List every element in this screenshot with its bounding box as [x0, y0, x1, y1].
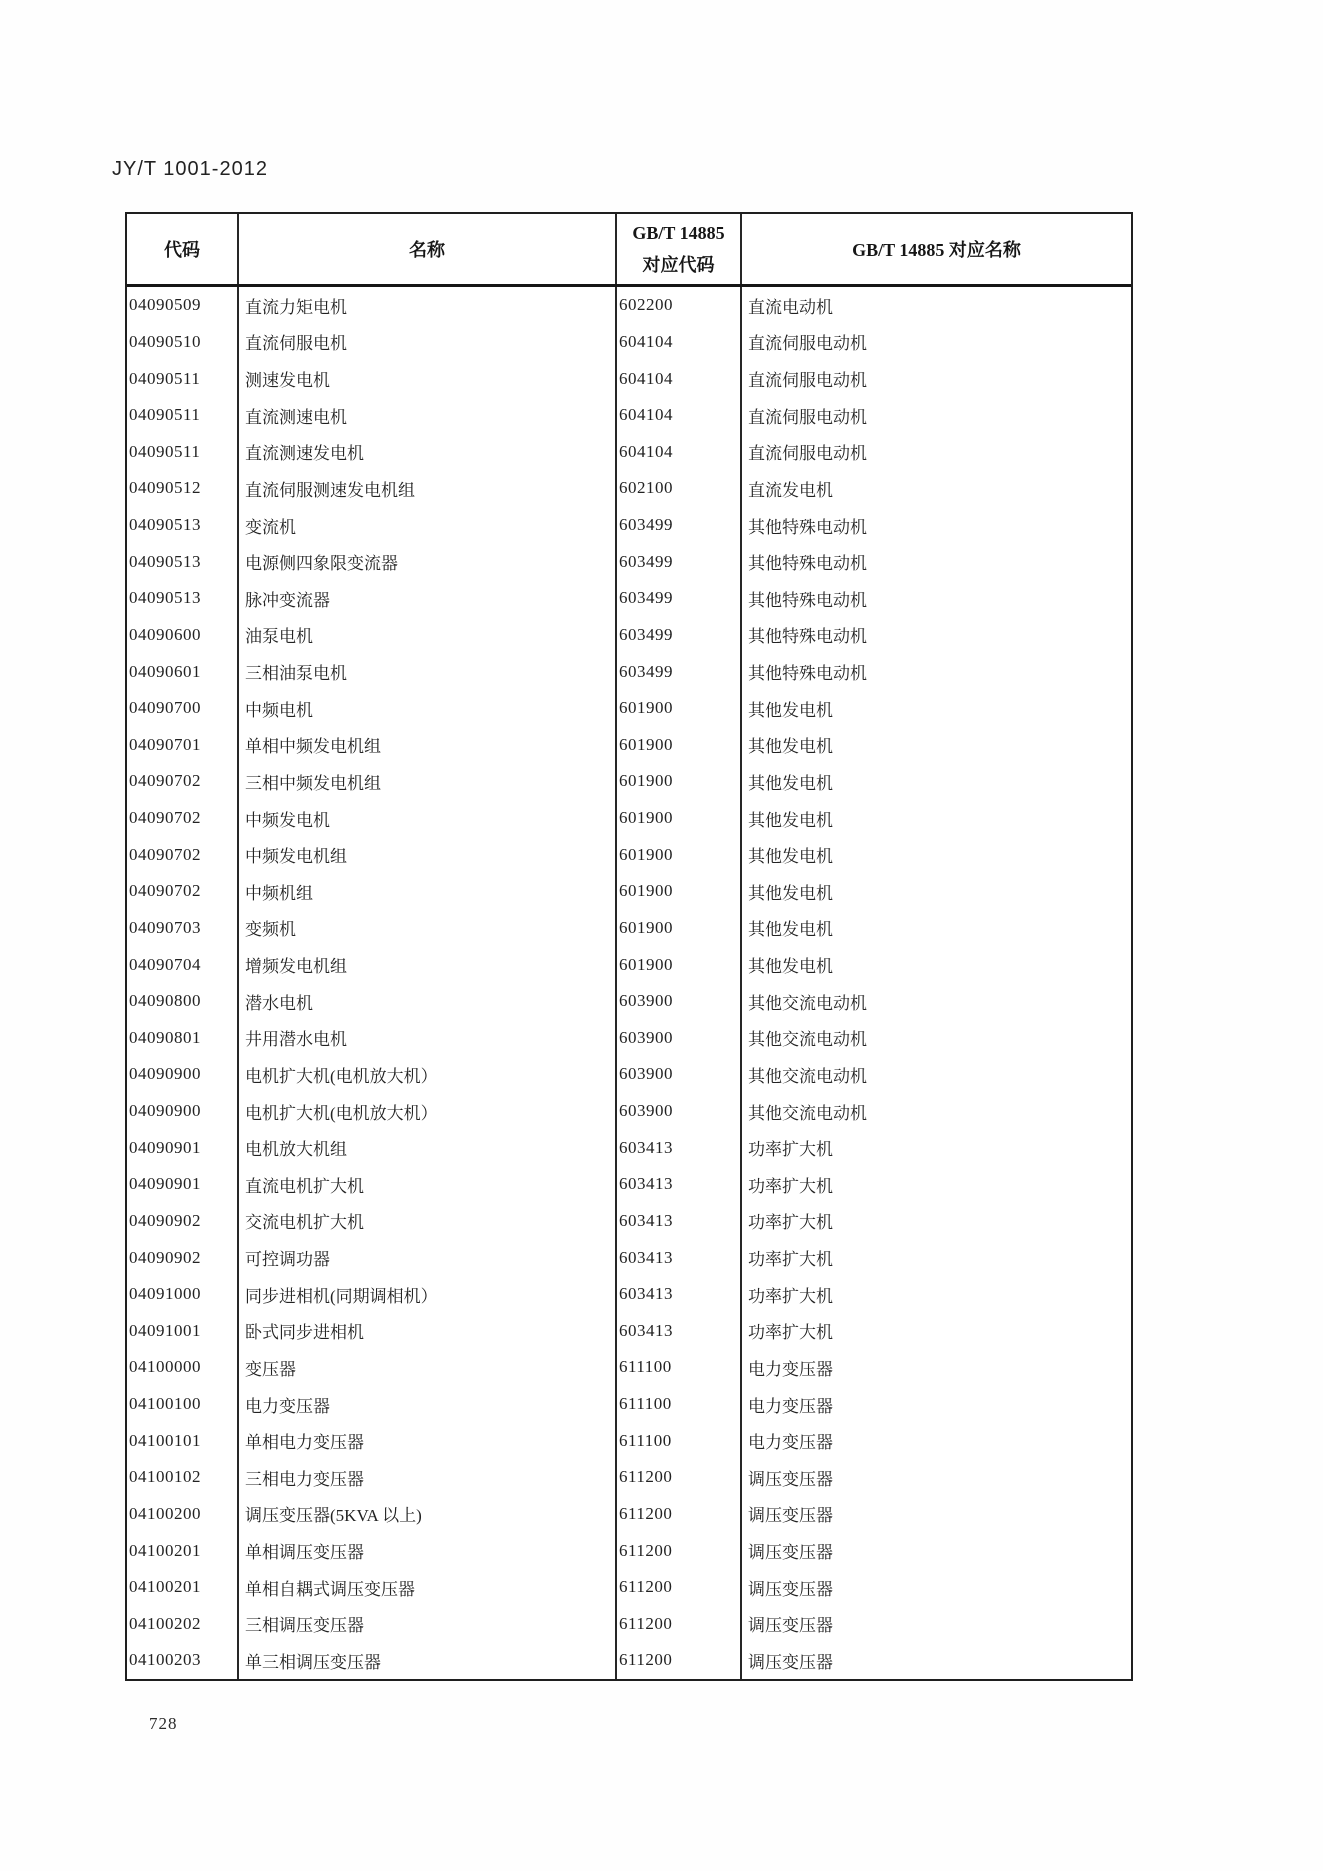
cell-gbt-name: 调压变压器: [740, 1606, 1131, 1643]
table-row: [127, 580, 1131, 617]
cell-code: 04090511: [129, 405, 201, 425]
cell-name: 三相调压变压器: [237, 1606, 615, 1643]
header-name: 名称: [237, 214, 615, 284]
cell-code: 04090700: [129, 698, 201, 718]
cell-name: 直流伺服测速发电机组: [237, 470, 615, 507]
cell-name: 单相中频发电机组: [237, 727, 615, 764]
table-row: [127, 1166, 1131, 1203]
cell-name: 三相中频发电机组: [237, 763, 615, 800]
cell-name: 中频发电机组: [237, 836, 615, 873]
table-row: [127, 1313, 1131, 1350]
table-row: [127, 1532, 1131, 1569]
table-row: [127, 1093, 1131, 1130]
table-row: [127, 1349, 1131, 1386]
cell-gbt-name: 直流伺服电动机: [740, 397, 1131, 434]
cell-name: 潜水电机: [237, 983, 615, 1020]
header-gbt-name: GB/T 14885 对应名称: [740, 214, 1131, 284]
cell-code: 04100201: [129, 1540, 201, 1560]
cell-gbt-name: 其他发电机: [740, 800, 1131, 837]
cell-gbt-code: 601900: [615, 946, 740, 983]
cell-name: 同步进相机(同期调相机）: [237, 1276, 615, 1313]
table-row: [127, 836, 1131, 873]
cell-code: 04100203: [129, 1650, 201, 1670]
table-row: [127, 1606, 1131, 1643]
table-row: [127, 287, 1131, 324]
cell-code: 04090513: [129, 515, 201, 535]
cell-code: 04100102: [129, 1467, 201, 1487]
cell-code: 04090510: [129, 331, 201, 351]
cell-gbt-code: 603413: [615, 1239, 740, 1276]
cell-name: 电源侧四象限变流器: [237, 543, 615, 580]
cell-gbt-name: 直流发电机: [740, 470, 1131, 507]
table-header-row: [127, 214, 1131, 287]
cell-code: 04100202: [129, 1613, 201, 1633]
table-body: [127, 287, 1131, 1679]
cell-gbt-code: 603900: [615, 1020, 740, 1057]
cell-code: 04090600: [129, 624, 201, 644]
cell-gbt-name: 其他交流电动机: [740, 1093, 1131, 1130]
cell-gbt-code: 611200: [615, 1606, 740, 1643]
table-row: [127, 1496, 1131, 1533]
cell-gbt-code: 601900: [615, 873, 740, 910]
cell-gbt-name: 直流伺服电动机: [740, 434, 1131, 471]
cell-name: 直流电机扩大机: [237, 1166, 615, 1203]
cell-code: 04100100: [129, 1394, 201, 1414]
cell-gbt-name: 其他交流电动机: [740, 1056, 1131, 1093]
cell-code: 04090703: [129, 917, 201, 937]
table-row: [127, 690, 1131, 727]
cell-gbt-name: 电力变压器: [740, 1422, 1131, 1459]
cell-code: 04090702: [129, 844, 201, 864]
cell-code: 04090702: [129, 771, 201, 791]
cell-gbt-code: 603900: [615, 1093, 740, 1130]
cell-code: 04090702: [129, 808, 201, 828]
table-row: [127, 360, 1131, 397]
cell-gbt-name: 其他发电机: [740, 910, 1131, 947]
cell-gbt-code: 601900: [615, 763, 740, 800]
cell-gbt-name: 调压变压器: [740, 1532, 1131, 1569]
table-row: [127, 763, 1131, 800]
cell-name: 单相自耦式调压变压器: [237, 1569, 615, 1606]
cell-name: 脉冲变流器: [237, 580, 615, 617]
cell-name: 单相电力变压器: [237, 1422, 615, 1459]
cell-gbt-code: 603413: [615, 1313, 740, 1350]
cell-gbt-code: 603413: [615, 1203, 740, 1240]
cell-gbt-code: 603499: [615, 653, 740, 690]
cell-code: 04090511: [129, 441, 201, 461]
cell-gbt-code: 601900: [615, 910, 740, 947]
header-gbt-code-line1: GB/T 14885: [632, 223, 725, 243]
cell-name: 可控调功器: [237, 1239, 615, 1276]
cell-name: 电机放大机组: [237, 1129, 615, 1166]
table-row: [127, 873, 1131, 910]
cell-code: 04090701: [129, 734, 201, 754]
cell-name: 测速发电机: [237, 360, 615, 397]
table-row: [127, 1056, 1131, 1093]
table-row: [127, 1422, 1131, 1459]
cell-gbt-code: 611200: [615, 1569, 740, 1606]
cell-gbt-code: 601900: [615, 727, 740, 764]
cell-gbt-code: 611100: [615, 1386, 740, 1423]
cell-gbt-code: 604104: [615, 324, 740, 361]
cell-code: 04090900: [129, 1101, 201, 1121]
cell-name: 电机扩大机(电机放大机）: [237, 1056, 615, 1093]
cell-code: 04090513: [129, 551, 201, 571]
cell-code: 04090902: [129, 1247, 201, 1267]
cell-gbt-name: 电力变压器: [740, 1386, 1131, 1423]
cell-gbt-code: 603499: [615, 507, 740, 544]
cell-gbt-code: 611200: [615, 1459, 740, 1496]
table-row: [127, 543, 1131, 580]
cell-name: 电力变压器: [237, 1386, 615, 1423]
table-row: [127, 910, 1131, 947]
cell-code: 04100200: [129, 1503, 201, 1523]
cell-gbt-name: 其他特殊电动机: [740, 507, 1131, 544]
table-row: [127, 727, 1131, 764]
cell-gbt-name: 功率扩大机: [740, 1203, 1131, 1240]
cell-gbt-name: 其他特殊电动机: [740, 543, 1131, 580]
table-row: [127, 1569, 1131, 1606]
cell-code: 04090509: [129, 295, 201, 315]
cell-code: 04090513: [129, 588, 201, 608]
cell-gbt-name: 调压变压器: [740, 1642, 1131, 1679]
cell-name: 变压器: [237, 1349, 615, 1386]
cell-gbt-code: 603900: [615, 983, 740, 1020]
cell-gbt-code: 601900: [615, 800, 740, 837]
code-mapping-table: [125, 212, 1133, 1681]
cell-gbt-name: 直流伺服电动机: [740, 360, 1131, 397]
cell-gbt-code: 604104: [615, 360, 740, 397]
cell-gbt-name: 其他特殊电动机: [740, 653, 1131, 690]
cell-code: 04100101: [129, 1430, 201, 1450]
cell-gbt-name: 其他发电机: [740, 946, 1131, 983]
cell-name: 中频电机: [237, 690, 615, 727]
cell-name: 中频发电机: [237, 800, 615, 837]
cell-gbt-code: 603413: [615, 1129, 740, 1166]
table-row: [127, 397, 1131, 434]
cell-name: 直流力矩电机: [237, 287, 615, 324]
table-row: [127, 1129, 1131, 1166]
cell-name: 卧式同步进相机: [237, 1313, 615, 1350]
cell-gbt-code: 604104: [615, 434, 740, 471]
cell-code: 04090800: [129, 991, 201, 1011]
cell-name: 调压变压器(5KVA 以上): [237, 1496, 615, 1533]
table-row: [127, 800, 1131, 837]
cell-gbt-code: 611200: [615, 1642, 740, 1679]
cell-code: 04100000: [129, 1357, 201, 1377]
cell-gbt-name: 功率扩大机: [740, 1313, 1131, 1350]
header-code: 代码: [164, 240, 200, 260]
cell-name: 增频发电机组: [237, 946, 615, 983]
cell-gbt-code: 611100: [615, 1422, 740, 1459]
table-row: [127, 617, 1131, 654]
cell-name: 直流测速电机: [237, 397, 615, 434]
table-row: [127, 1386, 1131, 1423]
cell-gbt-code: 602200: [615, 287, 740, 324]
cell-code: 04090512: [129, 478, 201, 498]
table-row: [127, 1459, 1131, 1496]
cell-gbt-code: 603413: [615, 1166, 740, 1203]
cell-code: 04090901: [129, 1174, 201, 1194]
cell-code: 04090702: [129, 881, 201, 901]
table-row: [127, 1642, 1131, 1679]
table-row: [127, 983, 1131, 1020]
cell-name: 直流伺服电机: [237, 324, 615, 361]
cell-gbt-name: 调压变压器: [740, 1569, 1131, 1606]
table-row: [127, 1020, 1131, 1057]
header-gbt-code: [615, 214, 740, 284]
cell-gbt-code: 601900: [615, 690, 740, 727]
cell-gbt-code: 611100: [615, 1349, 740, 1386]
cell-gbt-name: 电力变压器: [740, 1349, 1131, 1386]
cell-name: 电机扩大机(电机放大机）: [237, 1093, 615, 1130]
cell-name: 交流电机扩大机: [237, 1203, 615, 1240]
table-row: [127, 1276, 1131, 1313]
cell-gbt-name: 其他发电机: [740, 836, 1131, 873]
table-row: [127, 1239, 1131, 1276]
cell-name: 中频机组: [237, 873, 615, 910]
cell-gbt-name: 其他特殊电动机: [740, 617, 1131, 654]
cell-gbt-name: 其他交流电动机: [740, 983, 1131, 1020]
cell-gbt-name: 功率扩大机: [740, 1276, 1131, 1313]
cell-name: 三相电力变压器: [237, 1459, 615, 1496]
cell-gbt-code: 603499: [615, 543, 740, 580]
cell-gbt-name: 调压变压器: [740, 1459, 1131, 1496]
cell-gbt-name: 其他发电机: [740, 873, 1131, 910]
cell-code: 04090511: [129, 368, 201, 388]
cell-code: 04091001: [129, 1320, 201, 1340]
cell-gbt-code: 604104: [615, 397, 740, 434]
cell-gbt-name: 功率扩大机: [740, 1239, 1131, 1276]
header-gbt-code-line2: 对应代码: [642, 255, 715, 275]
doc-number: JY/T 1001-2012: [112, 158, 268, 180]
cell-gbt-code: 603900: [615, 1056, 740, 1093]
table-row: [127, 470, 1131, 507]
cell-gbt-name: 其他特殊电动机: [740, 580, 1131, 617]
cell-name: 单相调压变压器: [237, 1532, 615, 1569]
table-row: [127, 653, 1131, 690]
page-number: 728: [149, 1714, 178, 1733]
cell-name: 直流测速发电机: [237, 434, 615, 471]
cell-name: 单三相调压变压器: [237, 1642, 615, 1679]
table-row: [127, 434, 1131, 471]
cell-name: 三相油泵电机: [237, 653, 615, 690]
cell-code: 04090900: [129, 1064, 201, 1084]
table-row: [127, 946, 1131, 983]
cell-gbt-code: 603499: [615, 580, 740, 617]
cell-gbt-code: 611200: [615, 1532, 740, 1569]
cell-gbt-name: 其他发电机: [740, 690, 1131, 727]
cell-gbt-name: 其他交流电动机: [740, 1020, 1131, 1057]
cell-code: 04090801: [129, 1027, 201, 1047]
cell-gbt-name: 功率扩大机: [740, 1129, 1131, 1166]
cell-gbt-code: 603499: [615, 617, 740, 654]
cell-code: 04091000: [129, 1284, 201, 1304]
cell-gbt-name: 调压变压器: [740, 1496, 1131, 1533]
cell-name: 变频机: [237, 910, 615, 947]
cell-name: 油泵电机: [237, 617, 615, 654]
cell-gbt-code: 602100: [615, 470, 740, 507]
cell-code: 04100201: [129, 1577, 201, 1597]
cell-gbt-code: 603413: [615, 1276, 740, 1313]
cell-gbt-name: 功率扩大机: [740, 1166, 1131, 1203]
cell-name: 变流机: [237, 507, 615, 544]
cell-code: 04090704: [129, 954, 201, 974]
cell-code: 04090601: [129, 661, 201, 681]
cell-gbt-name: 其他发电机: [740, 763, 1131, 800]
table-row: [127, 324, 1131, 361]
cell-code: 04090902: [129, 1210, 201, 1230]
cell-code: 04090901: [129, 1137, 201, 1157]
cell-gbt-name: 其他发电机: [740, 727, 1131, 764]
cell-gbt-name: 直流伺服电动机: [740, 324, 1131, 361]
cell-gbt-name: 直流电动机: [740, 287, 1131, 324]
table-row: [127, 507, 1131, 544]
cell-gbt-code: 611200: [615, 1496, 740, 1533]
cell-name: 井用潜水电机: [237, 1020, 615, 1057]
table-row: [127, 1203, 1131, 1240]
cell-gbt-code: 601900: [615, 836, 740, 873]
